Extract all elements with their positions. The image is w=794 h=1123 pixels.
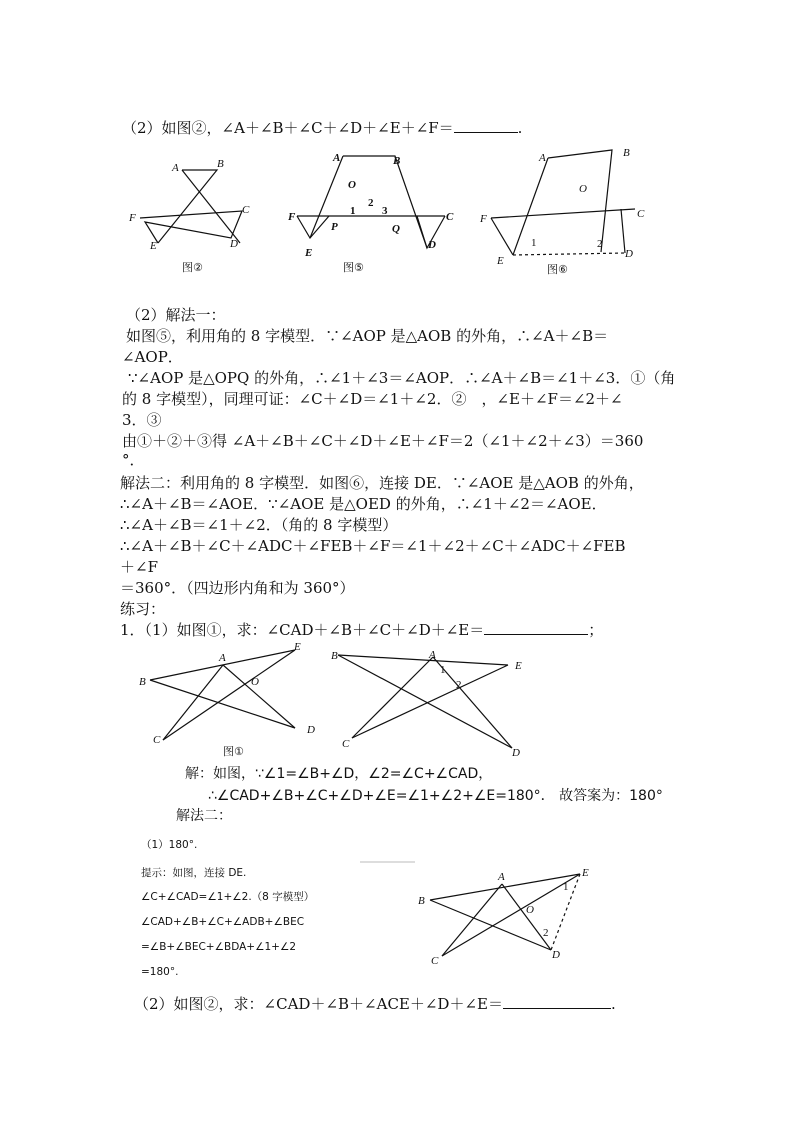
fig5-angle-2: 2	[368, 197, 374, 209]
solution-line-3: ∠AOP．	[122, 348, 183, 366]
fig1-label-d: D	[307, 724, 315, 736]
fig1b-label-a: A	[429, 649, 436, 661]
fig1-label-b: B	[139, 676, 146, 688]
fig2-label-c: C	[242, 204, 250, 216]
hint-label-b: B	[418, 895, 425, 907]
fig2-caption: 图②	[182, 261, 203, 274]
hint-label-e: E	[582, 867, 589, 879]
fig6-top-tri	[548, 150, 612, 252]
fig5-label-d: D	[428, 239, 436, 251]
figure-6	[475, 145, 655, 280]
fig1-line-bd	[150, 680, 295, 728]
solution-line-10: ∴∠A＋∠B＝∠AOE．∵∠AOE 是△OED 的外角，∴∠1＋∠2＝∠AOE．	[120, 495, 607, 513]
fig5-caption: 图⑤	[343, 261, 364, 274]
fig1b-line-ce	[352, 665, 508, 738]
fig6-angle-1: 1	[531, 237, 537, 249]
hint-label-a: A	[498, 871, 505, 883]
fig5-label-c: C	[446, 211, 454, 223]
fig2-label-f: F	[129, 212, 136, 224]
fig6-label-d: D	[625, 248, 633, 260]
answer-blank	[503, 994, 611, 1009]
fig5-left-tri	[297, 216, 329, 238]
exercise-2-text: （2）如图②，求：∠CAD＋∠B＋∠ACE＋∠D＋∠E＝	[134, 995, 503, 1013]
question-text: （2）如图②，∠A＋∠B＋∠C＋∠D＋∠E＋∠F＝	[122, 119, 454, 137]
answer-blank	[484, 620, 588, 635]
fig5-triangle-top	[343, 156, 427, 248]
fig2-line-ab	[158, 170, 217, 243]
hint-line-4: =∠B+∠BEC+∠BDA+∠1+∠2	[141, 941, 297, 953]
solution-line-9: 解法二：利用角的 8 字模型．如图⑥，连接 DE．∵∠AOE 是△AOB 的外角，	[120, 474, 644, 492]
fig1b-label-e: E	[515, 660, 522, 672]
figure-2	[120, 150, 270, 280]
fig1b-label-d: D	[512, 747, 520, 759]
fig1b-label-c: C	[342, 738, 350, 750]
fig5-angle-3: 3	[382, 205, 388, 217]
hint-line-5: =180°.	[141, 966, 179, 978]
question-2-header	[122, 118, 522, 138]
solution-line-15: 练习：	[120, 600, 166, 618]
exercise-2-tail: .	[610, 995, 616, 1013]
fig2-label-b: B	[217, 158, 224, 170]
fig5-label-o: O	[348, 179, 356, 191]
fig1b-angle-1: 1	[440, 664, 446, 676]
fig6-line-fc	[491, 209, 635, 218]
fig1-label-a: A	[219, 652, 226, 664]
hint-label-o: O	[526, 904, 534, 916]
fig6-label-b: B	[623, 147, 630, 159]
fig1b-label-b: B	[331, 650, 338, 662]
fig5-label-p: P	[331, 221, 338, 233]
exercise-2-question	[134, 994, 616, 1014]
fig5-angle-1: 1	[350, 205, 356, 217]
solution-line-6: 3．③	[122, 411, 162, 429]
hint-label-d: D	[552, 949, 560, 961]
figure-1-left	[135, 640, 325, 765]
solution-line-12: ∴∠A＋∠B＋∠C＋∠ADC＋∠FEB＋∠F＝∠1＋∠2＋∠C＋∠ADC＋∠FEB	[120, 537, 626, 555]
question-tail: .	[517, 119, 523, 137]
answer-blank	[454, 118, 518, 133]
fig2-label-a: A	[172, 162, 179, 174]
fig5-label-e: E	[305, 247, 313, 259]
fig5-label-b: B	[393, 155, 401, 167]
fig6-label-a: A	[539, 152, 546, 164]
hint-angle-2: 2	[543, 927, 549, 939]
hint-label-c: C	[431, 955, 439, 967]
fig6-label-c: C	[637, 208, 645, 220]
exercise-1-text: 1．（1）如图①，求：∠CAD＋∠B＋∠C＋∠D＋∠E＝	[120, 621, 485, 639]
answer-line-3: 解法二：	[176, 808, 232, 824]
hint-line-2: ∠C+∠CAD=∠1+∠2.（8 字模型）	[141, 891, 315, 903]
solution-line-2: 如图⑤，利用角的 8 字模型．∵∠AOP 是△AOB 的外角，∴∠A＋∠B＝	[126, 327, 609, 345]
answer-line-2: ∴∠CAD+∠B+∠C+∠D+∠E=∠1+∠2+∠E=180°． 故答案为：180°	[208, 788, 663, 804]
solution-line-11: ∴∠A＋∠B＝∠1＋∠2．（角的 8 字模型）	[120, 516, 398, 534]
hint-title: （1）180°.	[141, 839, 198, 851]
fig1-label-o: O	[251, 676, 259, 688]
fig6-label-o: O	[579, 183, 587, 195]
fig1-caption: 图①	[223, 745, 244, 758]
solution-line-7: 由①＋②＋③得 ∠A＋∠B＋∠C＋∠D＋∠E＋∠F＝2（∠1＋∠2＋∠3）＝360	[122, 432, 644, 450]
fig6-left-tri	[491, 218, 513, 255]
fig6-angle-2: 2	[597, 238, 603, 250]
fig6-label-f: F	[480, 213, 487, 225]
figure-1-right	[325, 645, 540, 760]
fig1-label-c: C	[153, 734, 161, 746]
fig5-label-a: A	[333, 152, 341, 164]
fig1-label-e: E	[294, 641, 301, 653]
fig1b-angle-2: 2	[456, 679, 462, 691]
fig6-right-tri	[621, 209, 625, 253]
fig1b-line-bd	[338, 655, 512, 748]
solution-line-4: ∵∠AOP 是△OPQ 的外角，∴∠1＋∠3＝∠AOP．∴∠A＋∠B＝∠1＋∠3．①（角	[128, 369, 676, 387]
solution-line-14: ＝360°．（四边形内角和为 360°）	[120, 579, 355, 597]
fig5-label-q: Q	[392, 223, 400, 235]
exercise-1-tail: ；	[588, 621, 604, 639]
fig2-label-d: D	[230, 238, 238, 250]
hint-angle-1: 1	[563, 881, 569, 893]
hint-line-ac	[442, 884, 502, 956]
answer-line-1: 解：如图，∵∠1=∠B+∠D，∠2=∠C+∠CAD，	[185, 766, 493, 782]
solution-line-8: °．	[122, 451, 145, 469]
hint-line-1: 提示：如图，连接 DE.	[141, 867, 247, 879]
solution-line-13: ＋∠F	[120, 558, 158, 576]
fig2-label-e: E	[150, 240, 157, 252]
hint-figure	[355, 858, 605, 973]
fig1-line-ac	[163, 665, 223, 740]
solution-line-1: （2）解法一：	[126, 306, 226, 324]
exercise-1-question	[120, 620, 603, 640]
fig6-line-de	[513, 253, 625, 255]
fig1b-line-be	[338, 655, 508, 665]
hint-line-3: ∠CAD+∠B+∠C+∠ADB+∠BEC	[141, 916, 305, 928]
solution-line-5: 的 8 字模型），同理可证：∠C＋∠D＝∠1＋∠2．② ，∠E＋∠F＝∠2＋∠	[122, 390, 623, 408]
fig6-caption: 图⑥	[547, 263, 568, 276]
fig5-label-f: F	[288, 211, 296, 223]
figure-5	[285, 148, 465, 278]
fig5-line-ad	[310, 156, 343, 238]
fig6-label-e: E	[497, 255, 504, 267]
fig2-line-ae	[182, 170, 240, 243]
